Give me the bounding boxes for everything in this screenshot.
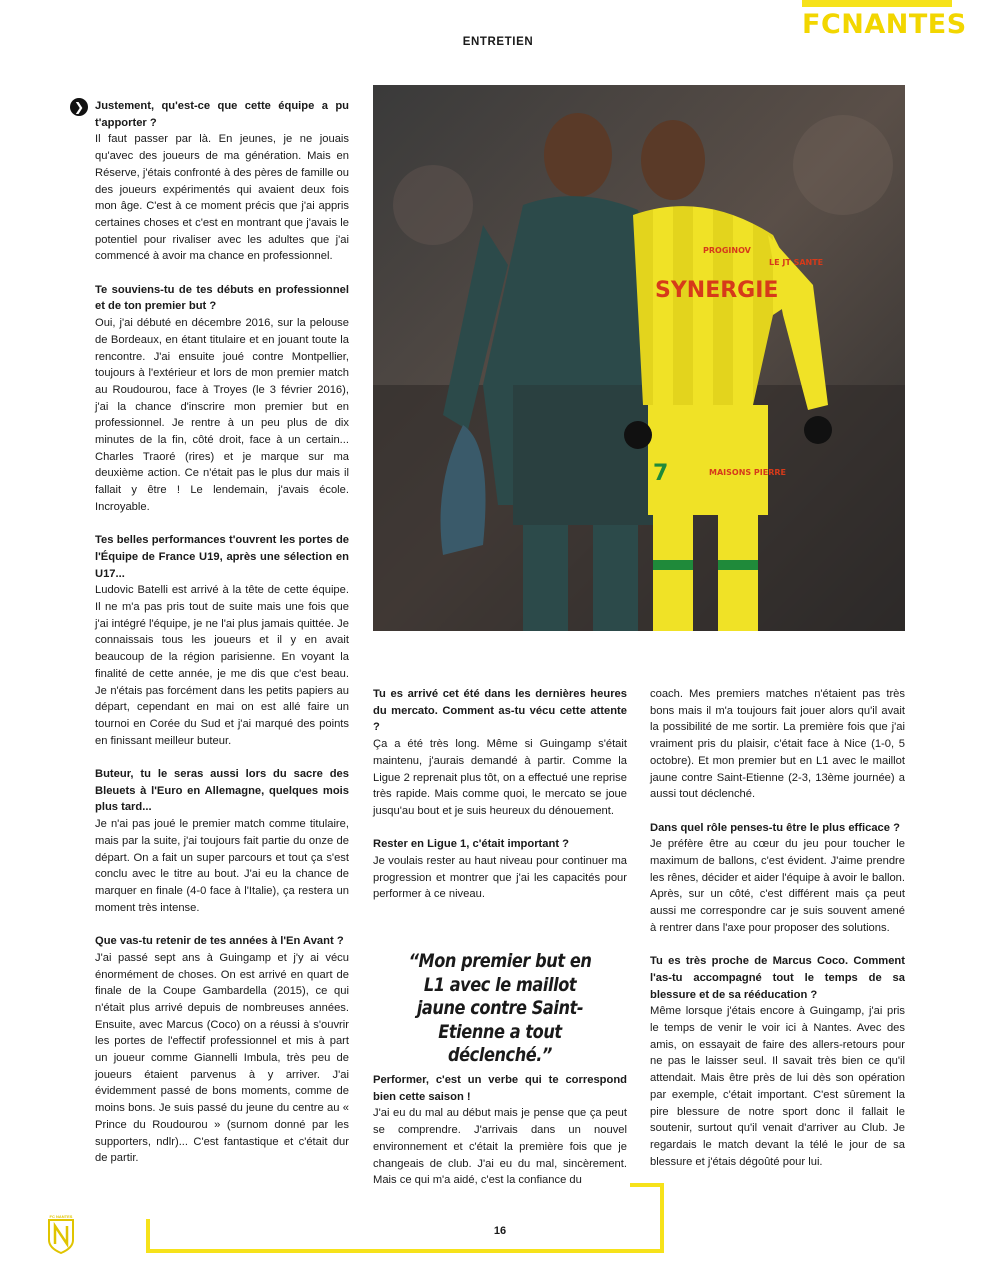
chevron-right-icon: ❯ — [70, 98, 88, 116]
section-title: ENTRETIEN — [462, 36, 534, 48]
interview-answer: J'ai passé sept ans à Guingamp et j'y ai vécu énormément de choses. On est arrivé en quart de finale de la Coupe Gambardella (2015), ce qui n'était plus arrivé depuis de nombreuses années. Ensuite, avec Marcus (Coco) on a réussi à s'ouvrir les portes de l'effectif professionnel et mis à part un joueur comme Giannelli Imbula, très peu de joueurs étaient parvenus à y arriver. J'ai évidemment passé de bons moments, comme de moins bons. Je suis passé du jeune du centre au « Prince du Roudourou » (surnom donné par les supporters, ndlr)... C'est fantastique et c'était dur de partir. — [95, 951, 349, 1165]
interview-answer: Ludovic Batelli est arrivé à la tête de cette équipe. Il ne m'a pas pris tout de suite mais une fois que j'ai intégré l'équipe, je ne l'ai plus jamais quittée. Je connaissais tous les joueurs et il y en avait beaucoup de la région parisienne. En voyant la finalité de cette année, je me dis que c'est beau. Je n'étais pas forcément dans les petits papiers au départ, cependant en mai on est allé faire un tournoi en Corée du Sud et j'ai marqué des points en finissant meilleur buteur. — [95, 584, 349, 747]
paragraph-gap — [95, 749, 349, 766]
pull-quote: “Mon premier but en L1 avec le maillot jaune contre Saint-Etienne a tout déclenché.” — [408, 950, 592, 1066]
article-column-3 — [650, 686, 905, 1170]
paragraph-gap — [650, 937, 905, 954]
interview-answer: Il faut passer par là. En jeunes, je ne jouais qu'avec des joueurs de ma génération. Mais en Réserve, j'étais confronté à des pères de famille ou des joueurs expérimentés qui avaient deux fois mon âge. C'est à ce moment précis que j'ai appris certaines choses et c'est en montrant que j'avais le potentiel pour rivaliser avec les adultes que j'ai commencé à avoir ma chance en professionnel. — [95, 133, 349, 263]
interview-answer: Oui, j'ai débuté en décembre 2016, sur la pelouse de Bordeaux, en étant titulaire et en jouant toute la rencontre. J'ai ensuite joué contre Montpellier, toujours à l'extérieur et lors de mon premier match au Roudourou, face à Troyes (le 3 février 2016), j'ai la chance d'inscrire mon premier but en professionnel. Je rentre à un peu plus de dix minutes de la fin, côté droit, face à un certain... Charles Traoré (rires) et je marque sur ma deuxième action. Ce n'était pas le plus dur mais il fallait y être ! Le lendemain, j'avais école. Incroyable. — [95, 317, 349, 513]
footer-frame-top — [630, 1183, 664, 1187]
brand-logo-text: FCNANTES — [802, 9, 967, 40]
interview-answer: coach. Mes premiers matches n'étaient pas très bons mais il m'a toujours fait jouer alors qu'il avait la possibilité de me sortir. La première fois que j'ai vraiment pris du plaisir, c'était face à Nice (1-0, 5 octobre). Et mon premier but en L1 avec le maillot jaune contre Saint-Etienne (2-3, 13ème journée) a aussi tout déclenché. — [650, 688, 905, 801]
interview-question: Te souviens-tu de tes débuts en professionnel et de ton premier but ? — [95, 283, 349, 313]
footer-frame-right — [660, 1183, 664, 1253]
footer-frame-left — [146, 1219, 150, 1253]
club-crest-icon — [46, 1214, 76, 1254]
photo-shorts-sponsor: MAISONS PIERRE — [709, 468, 787, 477]
paragraph-gap — [95, 516, 349, 533]
photo-jersey-sponsor-small: PROGINOV — [703, 246, 751, 255]
article-column-2 — [373, 686, 627, 903]
paragraph-gap — [650, 803, 905, 820]
photo-shirt-number: 7 — [653, 461, 669, 486]
photo-jersey-sponsor: SYNERGIE — [655, 278, 779, 303]
interview-question: Tu es très proche de Marcus Coco. Comment l'as-tu accompagné tout le temps de sa blessure et de sa rééducation ? — [650, 955, 905, 1001]
interview-question: Tes belles performances t'ouvrent les portes de l'Équipe de France U19, après une sélection en U17... — [95, 534, 349, 580]
club-crest-label: FC NANTES — [49, 1214, 73, 1219]
interview-question: Buteur, tu le seras aussi lors du sacre des Bleuets à l'Euro en Allemagne, quelques mois plus tard... — [95, 768, 349, 814]
photo-sleeve-sponsor: LE JT SANTE — [769, 258, 824, 267]
interview-question: Que vas-tu retenir de tes années à l'En Avant ? — [95, 935, 344, 948]
article-column-1 — [95, 98, 349, 1167]
interview-answer: Je n'ai pas joué le premier match comme titulaire, mais par la suite, j'ai toujours fait partie du onze de départ. On a fait un super parcours et tout ça s'est conclu avec le titre au bout. J'ai eu la chance de marquer en finale (4-0 face à l'Italie), ça restera un moment très intense. — [95, 818, 349, 914]
paragraph-gap — [373, 820, 627, 837]
interview-answer: Je préfère être au cœur du jeu pour toucher le maximum de ballons, c'est évident. J'aime prendre les rênes, décider et aider l'équipe à avoir le ballon. Après, sur un côté, c'est différent mais ça peut aussi me correspondre car je suis souvent amené à rentrer dans l'axe pour proposer des solutions. — [650, 838, 905, 934]
interview-question: Tu es arrivé cet été dans les dernières heures du mercato. Comment as-tu vécu cette attente ? — [373, 688, 627, 734]
interview-question: Justement, qu'est-ce que cette équipe a pu t'apporter ? — [95, 100, 349, 129]
top-accent-bar — [802, 0, 952, 7]
interview-answer: J'ai eu du mal au début mais je pense que ça peut se comprendre. J'arrivais dans un nouvel environnement et c'était la première fois que je changeais de club. J'ai eu du mal, sincèrement. Mais ce qui m'a aidé, c'est la confiance du — [373, 1107, 627, 1187]
article-photo — [373, 85, 905, 631]
interview-answer: Même lorsque j'étais encore à Guingamp, j'ai pris le temps de venir le voir ici à Nantes. Avec des amis, on essayait de faire des allers-retours pour ne pas le laisser seul. Il savait très bien ce qu'il attendait. Mais être près de lui dès son opération par exemple, c'était important. C'est sûrement la pire blessure de notre sport donc il fallait le soutenir, surtout qu'il venait d'arriver au Club. Je regardais le match devant la télé le jour de sa blessure et j'étais dégoûté pour lui. — [650, 1005, 905, 1168]
interview-question: Rester en Ligue 1, c'était important ? — [373, 838, 569, 851]
page-number: 16 — [493, 1225, 507, 1237]
paragraph-gap — [95, 265, 349, 282]
interview-answer: Je voulais rester au haut niveau pour continuer ma progression et montrer que j'ai les capacités pour performer à ce niveau. — [373, 855, 627, 901]
footer-frame-bottom — [146, 1249, 664, 1253]
interview-answer: Ça a été très long. Même si Guingamp s'était maintenu, j'aurais demandé à partir. Comme la Ligue 2 reprenait plus tôt, on a effectué une reprise très rapide. Mais comme quoi, le mercato se joue jusqu'au bout et je suis heureux du dénouement. — [373, 738, 627, 817]
article-column-2-continued — [373, 1072, 627, 1189]
interview-question: Performer, c'est un verbe qui te correspond bien cette saison ! — [373, 1074, 627, 1103]
paragraph-gap — [95, 916, 349, 933]
interview-question: Dans quel rôle penses-tu être le plus efficace ? — [650, 821, 900, 834]
